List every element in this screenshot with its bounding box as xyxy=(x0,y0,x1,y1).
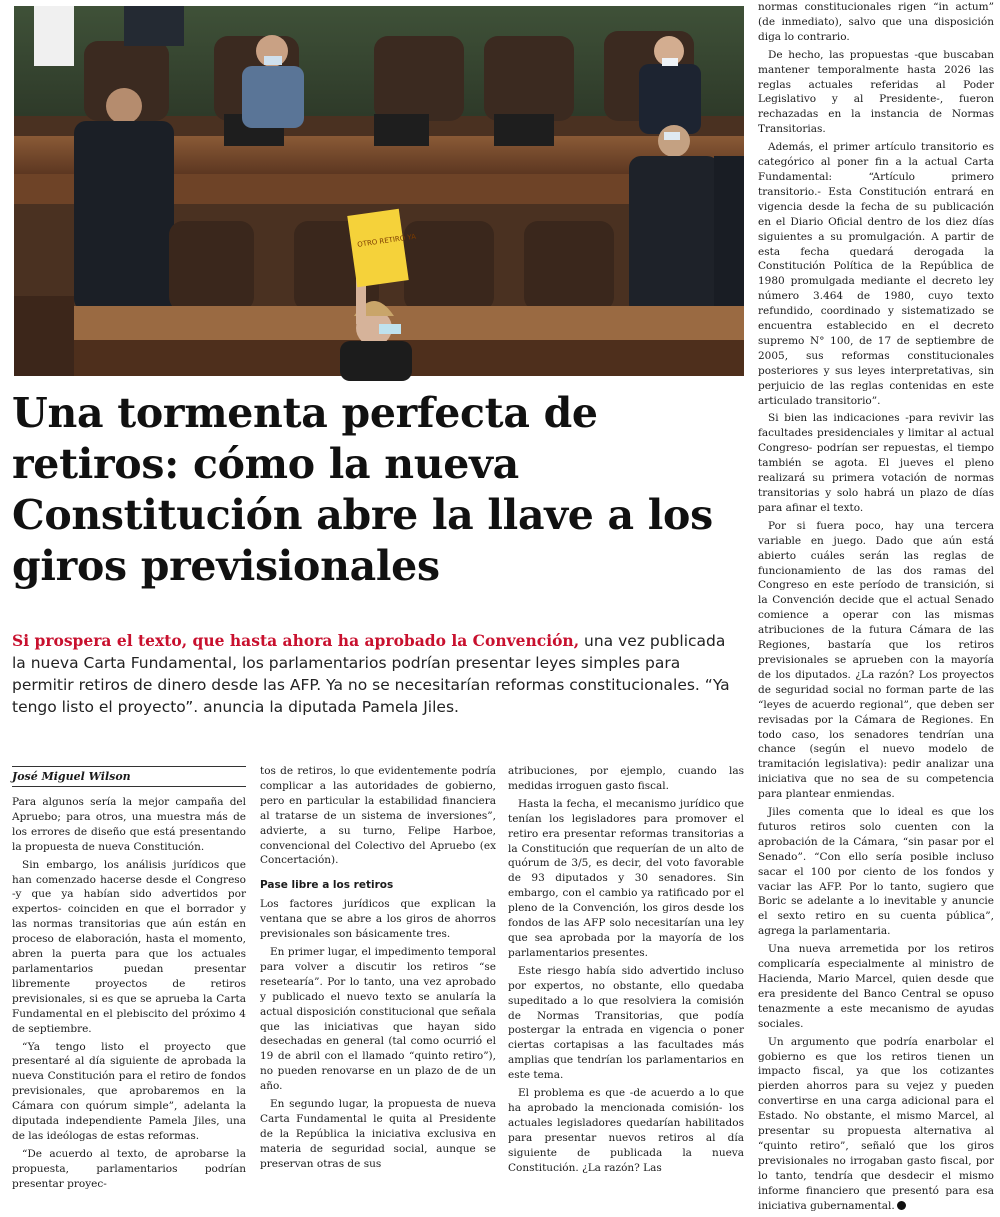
byline-rule-top xyxy=(12,766,246,767)
paragraph: “De acuerdo al texto, de aprobarse la propuesta, parlamentarios podrían presentar proyec- xyxy=(12,1147,246,1190)
paragraph: Además, el primer artículo transitorio es categórico al poner fin a la actual Carta Fundamental: “Artículo primero transitorio.- Esta Constitución entrará en vigencia desde la fecha de su publicación en el Diario Oficial dentro de los diez días siguientes a su promulgación. A partir de esta fecha quedará derogada la Constitución Política de la República de 1980 promulgada mediante el decreto ley número 3.464 de 1980, cuyo texto refundido, coordinado y sistematizado se encuentra establecido en el decreto supremo N° 100, de 17 de septiembre de 2005, sus reformas constitucionales posteriores y sus leyes interpretativas, sin perjuicio de las reglas contenidas en este articulado transitorio”. xyxy=(758,141,994,407)
paragraph: Si bien las indicaciones -para revivir las facultades presidenciales y limitar al actual Congreso- podrían ser repuestas, el tiempo también se agota. El jueves el pleno realizará su primera votación de normas transitorias y solo habrá un plazo de días para afinar el texto. xyxy=(758,412,994,514)
paragraph: Sin embargo, los análisis jurídicos que han comenzado hacerse desde el Congreso -y que ya habían sido advertidos por expertos- coinciden en que el borrador y las normas transitorias que aún están en proceso de elaboración, hasta el momento, abren la puerta para que los actuales parlamentarios puedan presentar libremente proyectos de retiros previsionales, si es que se aprueba la Carta Fundamental en el plebiscito del próximo 4 de septiembre. xyxy=(12,858,246,1035)
protest-sign-text: OTRO RETIRO YA xyxy=(356,232,417,249)
paragraph: Hasta la fecha, el mecanismo jurídico que tenían los legisladores para promover el retiro era presentar reformas transitorias a la Constitución que requerían de un alto de quórum de 3/5, es decir, del voto favorable de 93 diputados y 30 senadores. Sin embargo, con el cambio ya ratificado por el pleno de la Convención, los giros desde los fondos de las AFP solo necesitarían una ley que sea aprobada por la mayoría de los parlamentarios presentes. xyxy=(508,797,744,959)
article-lead xyxy=(12,630,740,718)
paragraph: Por si fuera poco, hay una tercera variable en juego. Dado que aún está abierto cuáles serán las reglas de funcionamiento de las dos ramas del Congreso en este período de transición, si la Convención decide que el actual Senado comience a operar con las mismas atribuciones de la futura Cámara de las Regiones, bastaría que los retiros previsionales se aprueben con la mayoría de los diputados. ¿La razón? Los proyectos de seguridad social no forman parte de las “leyes de acuerdo regional”, que deben ser revisadas por la Cámara de Regiones. En todo caso, los senadores tendrían una chance (según el nuevo modelo de tramitación legislativa): pedir analizar una iniciativa que no sea de su competencia para plantear enmiendas. xyxy=(758,519,994,801)
paragraph: En segundo lugar, la propuesta de nueva Carta Fundamental le quita al Presidente de la República la iniciativa exclusiva en materia de seguridad social, aunque se preservan otras de sus xyxy=(260,1098,496,1170)
paragraph: El problema es que -de acuerdo a lo que ha aprobado la mencionada comisión- los actuales legisladores quedarían habilitados para presentar nuevos retiros al día siguiente de publicada la nueva Constitución. ¿La razón? Las xyxy=(508,1087,744,1174)
byline-rule-bottom xyxy=(12,786,246,787)
article-photo xyxy=(14,6,744,376)
subheading: Pase libre a los retiros xyxy=(260,879,394,892)
article-column-3 xyxy=(508,764,744,1178)
paragraph: atribuciones, por ejemplo, cuando las medidas irroguen gasto fiscal. xyxy=(508,765,744,792)
paragraph: normas constitucionales rigen “in actum” (de inmediato), salvo que una disposición diga lo contrario. xyxy=(758,1,994,43)
paragraph: “Ya tengo listo el proyecto que presentaré al día siguiente de aprobada la nueva Constitución para el retiro de fondos previsionales, que aprobaremos en la Cámara con quórum simple”, adelanta la diputada independiente Pamela Jiles, una de las ideólogas de estas reformas. xyxy=(12,1040,246,1142)
paragraph: Este riesgo había sido advertido incluso por expertos, no obstante, ello quedaba supeditado a lo que resolviera la comisión de Normas Transitorias, que podía postergar la entrada en vigencia o poner ciertas cortapisas a las facultades más amplias que tendrían los parlamentarios en este tema. xyxy=(508,964,744,1082)
paragraph: De hecho, las propuestas -que buscaban mantener temporalmente hasta 2026 las reglas actuales referidas al Poder Legislativo y al Presidente-, fueron rechazadas en la instancia de Normas Transitorias. xyxy=(758,48,994,136)
paragraph: Jiles comenta que lo ideal es que los futuros retiros solo cuenten con la aprobación de la Cámara, “sin pasar por el Senado”. “Con ello sería posible incluso sacar el 100 por ciento de los fondos y vaciar las AFP. Por lo tanto, sugiero que Boric se adelante a lo inevitable y anuncie el sexto retiro en su cuenta pública”, agrega la parlamentaria. xyxy=(758,806,994,938)
article-column-4 xyxy=(758,0,994,1217)
paragraph xyxy=(758,1035,994,1214)
end-of-article-icon xyxy=(897,1201,906,1210)
lead-highlight: Si prospera el texto, que hasta ahora ha aprobado la Convención, xyxy=(12,631,580,650)
paragraph: Para algunos sería la mejor campaña del Apruebo; para otros, una muestra más de los errores de diseño que está presentando la propuesta de nueva Constitución. xyxy=(12,796,246,853)
paragraph: Los factores jurídicos que explican la ventana que se abre a los giros de ahorros previsionales son básicamente tres. xyxy=(260,898,496,941)
paragraph: tos de retiros, lo que evidentemente podría complicar a las autoridades de gobierno, pero en particular la estabilidad financiera al tratarse de un sistema de inversiones”, advierte, a su turno, Felipe Harboe, convencional del Colectivo del Apruebo (ex Concertación). xyxy=(260,765,496,867)
article-column-2 xyxy=(260,764,496,1175)
article-column-1 xyxy=(12,795,246,1195)
paragraph: En primer lugar, el impedimento temporal para volver a discutir los retiros “se resetearía”. Por lo tanto, una vez aprobado y publicado el nuevo texto se anularía la actual disposición constitucional que señala que las iniciativas que hayan sido desechadas en general (tal como ocurrió el 19 de abril con el llamado “quinto retiro”), no pueden renovarse en un plazo de de un año. xyxy=(260,945,496,1093)
byline: José Miguel Wilson xyxy=(12,770,131,783)
paragraph: Una nueva arremetida por los retiros complicaría especialmente al ministro de Hacienda, Mario Marcel, quien desde que era presidente del Banco Central se opuso tenazmente a este mecanismo de ayudas sociales. xyxy=(758,943,994,1030)
paragraph-text: Un argumento que podría enarbolar el gobierno es que los retiros tienen un impacto fiscal, ya que los cotizantes pierden ahorros para su vejez y pueden convertirse en una carga adicional para el Estado. No obstante, el mismo Marcel, al presentar su propuesta alternativa al “quinto retiro”, señaló que los giros previsionales no irrogaban gasto fiscal, por lo tanto, tendría que desdecir el mismo informe financiero que presentó para esa iniciativa gubernamental. xyxy=(758,1035,994,1212)
article-headline: Una tormenta perfecta de retiros: cómo la nueva Constitución abre la llave a los giros previsionales xyxy=(12,389,713,590)
lead-text: una vez publicada la nueva Carta Fundamental, los parlamentarios podrían presentar leyes simples para permitir retiros de dinero desde las AFP. Ya no se necesitarían reformas constitucionales. “Ya tengo listo el proyecto”. anuncia la diputada Pamela Jiles. xyxy=(12,632,730,716)
